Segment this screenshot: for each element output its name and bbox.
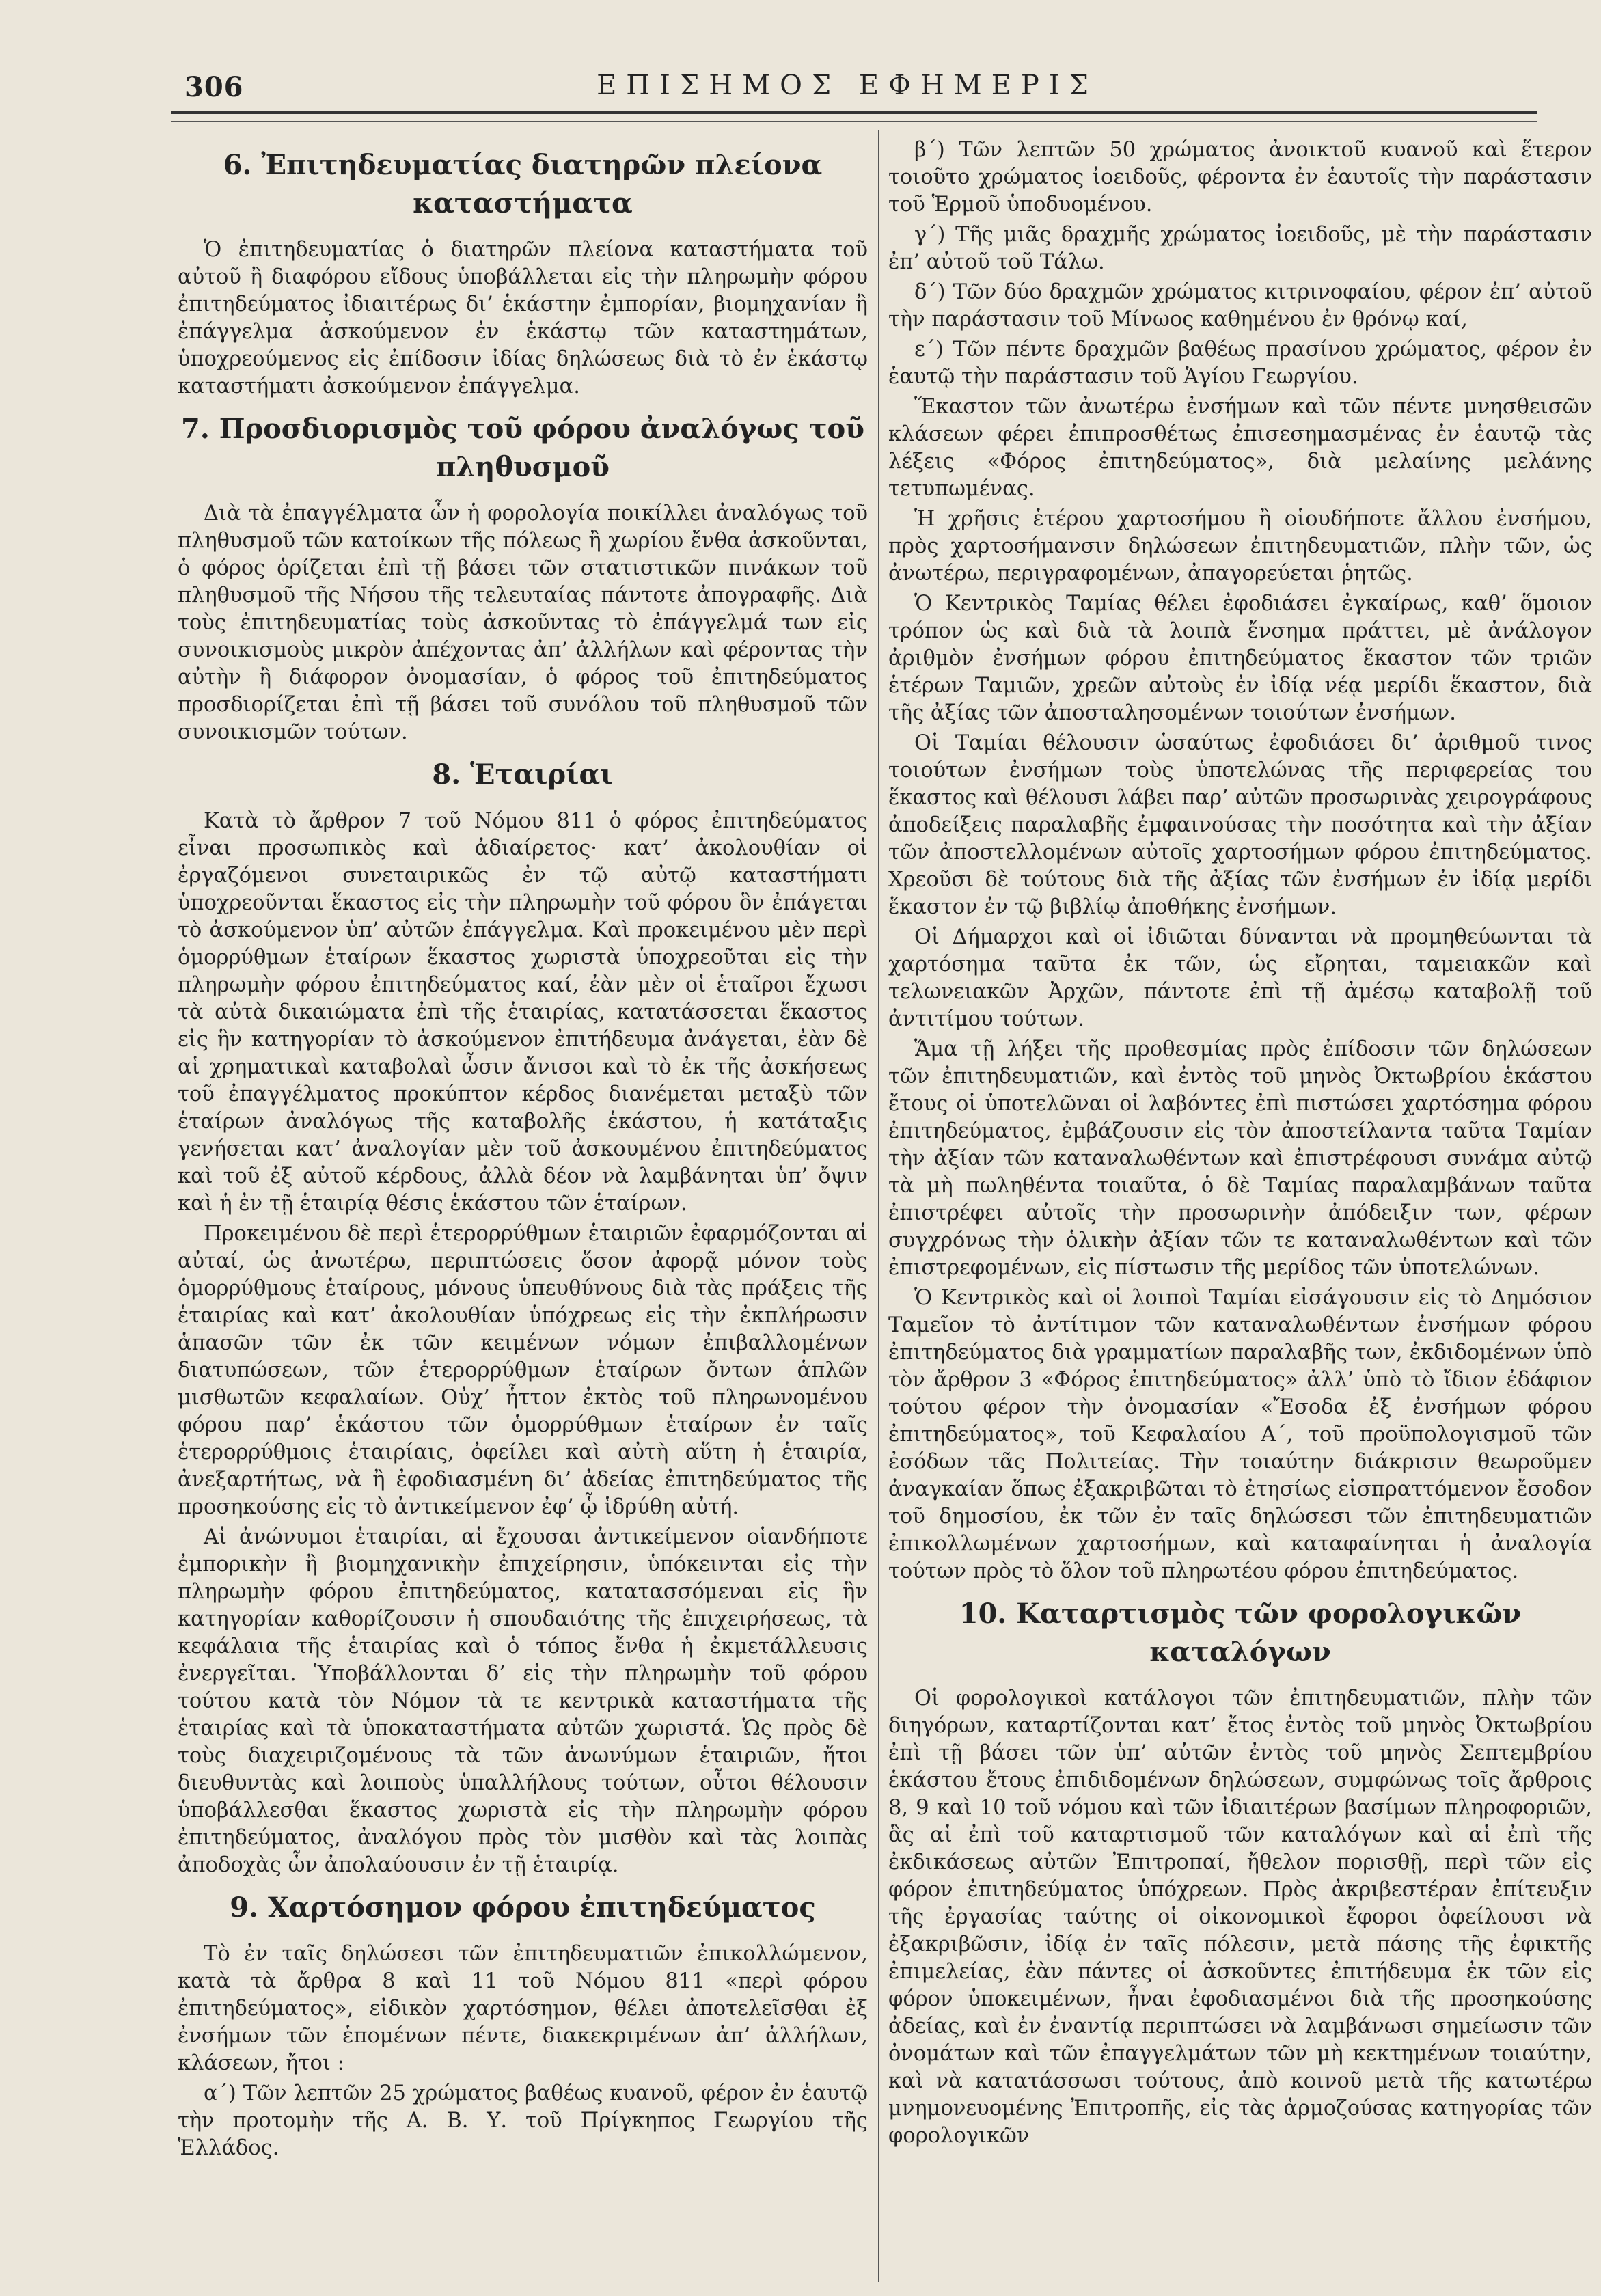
section-9-paragraph-1: Τὸ ἐν ταῖς δηλώσεσι τῶν ἐπιτηδευματιῶν ἐπικολλώμενον, κατὰ τὰ ἄρθρα 8 καὶ 11 τοῦ Νόμου 811 «περὶ φόρου ἐπιτηδεύματος», εἰδικὸν χαρτόσημον, θέλει ἀποτελεῖσθαι ἐξ ἐνσήμων τῶν ἑπομένων πέντε, διακεκριμένων ἀπ’ ἀλλήλων, κλάσεων, ἤτοι : [178,1942,868,2075]
page-number: 306 [184,71,244,103]
section-9-item-a: α΄) Τῶν λεπτῶν 25 χρώματος βαθέως κυανοῦ, φέρον ἐν ἑαυτῷ τὴν προτομὴν τῆς Α. Β. Υ. τοῦ Πρίγκηπος Γεωργίου τῆς Ἑλλάδος. [178,2081,868,2160]
section-9-item-e: ε΄) Τῶν πέντε δραχμῶν βαθέως πρασίνου χρώματος, φέρον ἐν ἑαυτῷ τὴν παράστασιν τοῦ Ἁγίου Γεωργίου. [888,338,1592,389]
section-9-paragraph-stamps: Ἕκαστον τῶν ἀνωτέρω ἐνσήμων καὶ τῶν πέντε μνησθεισῶν κλάσεων φέρει ἐπιπροσθέτως ἐπισεσημασμένας ἐν ἑαυτῷ τὰς λέξεις «Φόρος ἐπιτηδεύματος», διὰ μελαίνης μελάνης τετυπωμένας. [888,395,1592,501]
section-9-item-d: δ΄) Τῶν δύο δραχμῶν χρώματος κιτρινοφαίου, φέρον ἐπ’ αὐτοῦ τὴν παράστασιν τοῦ Μίνωος καθημένου ἐν θρόνῳ καί, [888,280,1592,331]
section-6-heading: 6. Ἐπιτηδευματίας διατηρῶν πλείονα καταστήματα [223,149,823,219]
section-8-paragraph-1: Κατὰ τὸ ἄρθρον 7 τοῦ Νόμου 811 ὁ φόρος ἐπιτηδεύματος εἶναι προσωπικὸς καὶ ἀδιαίρετος· κατ’ ἀκολουθίαν οἱ ἐργαζόμενοι συνεταιρικῶς ἐν τῷ αὐτῷ καταστήματι ὑποχρεοῦνται ἕκαστος εἰς τὴν πληρωμὴν τοῦ φόρου ὃν ἐπάγεται τὸ ἀσκούμενον ὑπ’ αὐτῶν ἐπάγγελμα. Καὶ προκειμένου μὲν περὶ ὁμορρύθμων ἑταίρων ἕκαστος χωριστὰ ὑποχρεοῦται εἰς τὴν πληρωμὴν φόρου ἐπιτηδεύματος καί, ἐὰν μὲν οἱ ἑταῖροι ἔχωσι τὰ αὐτὰ δικαιώματα ἐπὶ τῆς ἑταιρίας, κατατάσσεται ἕκαστος εἰς ἣν κατηγορίαν τὸ ἀσκούμενον ἐπιτήδευμα ἀνάγεται, ἐὰν δὲ αἱ χρηματικαὶ καταβολαὶ ὦσιν ἄνισοι καὶ τὸ ἐκ τῆς ἀσκήσεως τοῦ ἐπαγγέλματος προκύπτον κέρδος διανέμεται μεταξὺ τῶν ἑταίρων ἀναλόγως τῆς καταβολῆς ἑκάστου, ἡ κατάταξις γενήσεται κατ’ ἀναλογίαν μὲν τοῦ ἀσκουμένου ἐπιτηδεύματος καὶ τοῦ ἐξ αὐτοῦ κέρδους, ἀλλὰ δέον νὰ λαμβάνηται ὑπ’ ὄψιν καὶ ἡ ἐν τῇ ἑταιρίᾳ θέσις ἑκάστου τῶν ἑταίρων. [178,809,868,1216]
section-9-paragraph-prohibition: Ἡ χρῆσις ἑτέρου χαρτοσήμου ἢ οἱουδήποτε ἄλλου ἐνσήμου, πρὸς χαρτοσήμανσιν δηλώσεων ἐπιτηδευματιῶν, πλὴν τῶν, ὡς ἀνωτέρω, περιγραφομένων, ἀπαγορεύεται ῥητῶς. [888,507,1592,586]
section-10-heading: 10. Καταρτισμὸς τῶν φορολογικῶν καταλόγων [959,1598,1522,1668]
section-9-paragraph-mayors: Οἱ Δήμαρχοι καὶ οἱ ἰδιῶται δύνανται νὰ προμηθεύωνται τὰ χαρτόσημα ταῦτα ἐκ τῶν, ὡς εἴρηται, ταμειακῶν καὶ τελωνειακῶν Ἀρχῶν, πάντοτε ἐπὶ τῇ ἀμέσῳ καταβολῇ τοῦ ἀντιτίμου τούτων. [888,925,1592,1031]
page-header [167,67,1527,108]
column-divider [878,130,879,2282]
section-7-paragraph: Διὰ τὰ ἐπαγγέλματα ὧν ἡ φορολογία ποικίλλει ἀναλόγως τοῦ πληθυσμοῦ τῶν κατοίκων τῆς πόλεως ἢ χωρίου ἔνθα ἀσκοῦνται, ὁ φόρος ὁρίζεται ἐπὶ τῇ βάσει τῶν στατιστικῶν πινάκων τοῦ πληθυσμοῦ τῆς Νήσου τῆς τελευταίας πάντοτε ἀπογραφῆς. Διὰ τοὺς ἐπιτηδευματίας τοὺς ἀσκοῦντας τὸ ἐπάγγελμά των εἰς συνοικισμοὺς μικρὸν ἀπέχοντας ἀπ’ ἀλλήλων καὶ φέροντας τὴν αὐτὴν ἢ διάφορον ὀνομασίαν, ὁ φόρος τοῦ ἐπιτηδεύματος προσδιορίζεται ἐπὶ τῇ βάσει τοῦ συνόλου τοῦ πληθυσμοῦ τῶν συνοικισμῶν τούτων. [178,502,868,744]
section-9-paragraph-treasurers: Οἱ Ταμίαι θέλουσιν ὡσαύτως ἐφοδιάσει δι’ ἀριθμοῦ τινος τοιούτων ἐνσήμων τοὺς ὑποτελώνας τῆς περιφερείας του ἕκαστος καὶ θέλουσι λάβει παρ’ αὐτῶν προσωρινὰς χειρογράφους ἀποδείξεις παραλαβῆς ἐμφαινούσας τὴν ποσότητα καὶ τὴν ἀξίαν τῶν ἀποστελλομένων αὐτοῖς χαρτοσήμων φόρου ἐπιτηδεύματος. Χρεοῦσι δὲ τούτους διὰ τῆς ἀξίας τῶν ἐνσήμων ἐν ἰδίᾳ μερίδι ἕκαστον ἐν τῷ βιβλίῳ ἀποθήκης ἐνσήμων. [888,731,1592,919]
section-9-item-b: β΄) Τῶν λεπτῶν 50 χρώματος ἀνοικτοῦ κυανοῦ καὶ ἕτερον τοιοῦτο χρώματος ἰοειδοῦς, φέροντα ἐν ἑαυτοῖς τὴν παράστασιν τοῦ Ἑρμοῦ ὑποδυομένου. [888,138,1592,217]
section-9-paragraph-revenue: Ὁ Κεντρικὸς καὶ οἱ λοιποὶ Ταμίαι εἰσάγουσιν εἰς τὸ Δημόσιον Ταμεῖον τὸ ἀντίτιμον τῶν καταναλωθέντων ἐνσήμων φόρου ἐπιτηδεύματος διὰ γραμματίων παραλαβῆς των, ἐκδιδομένων ὑπὸ τὸν ἄρθρον 3 «Φόρος ἐπιτηδεύματος» ἀλλ’ ὑπὸ τὸ ἴδιον ἐδάφιον τούτου φέρον τὴν ὀνομασίαν «Ἔσοδα ἐξ ἐνσήμων φόρου ἐπιτηδεύματος», τοῦ Κεφαλαίου Α΄, τοῦ προϋπολογισμοῦ τῶν ἐσόδων τᾶς Πολιτείας. Τὴν τοιαύτην διάκρισιν θεωροῦμεν ἀναγκαίαν ὅπως ἐξακριβῶται τὸ ἐτησίως εἰσπραττόμενον ἔσοδον τοῦ δημοσίου, ἐκ τῶν ἐν ταῖς δηλώσεσι τῶν ἐπιτηδευματιῶν ἐπικολλωμένων χαρτοσήμων, καὶ καταφαίνηται ἡ ἀναλογία τούτων πρὸς τὸ ὅλον τοῦ πληρωτέου φόρου ἐπιτηδεύματος. [888,1286,1592,1583]
section-7-heading: 7. Προσδιορισμὸς τοῦ φόρου ἀναλόγως τοῦ πληθυσμοῦ [181,413,864,483]
section-6-paragraph: Ὁ ἐπιτηδευματίας ὁ διατηρῶν πλείονα καταστήματα τοῦ αὐτοῦ ἢ διαφόρου εἴδους ὑποβάλλεται εἰς τὴν πληρωμὴν φόρου ἐπιτηδεύματος ἰδιαιτέρως δι’ ἑκάστην ἐμπορίαν, βιομηχανίαν ἢ ἐπάγγελμα ἀσκούμενον ἐν ἑκάστῳ τῶν καταστημάτων, ὑποχρεούμενος εἰς ἐπίδοσιν ἰδίας δηλώσεως διὰ τὸ ἐν ἑκάστῳ καταστήματι ἀσκούμενον ἐπάγγελμα. [178,238,868,398]
left-column [178,137,868,2282]
section-8-paragraph-3: Αἱ ἀνώνυμοι ἑταιρίαι, αἱ ἔχουσαι ἀντικείμενον οἱανδήποτε ἐμπορικὴν ἢ βιομηχανικὴν ἐπιχείρησιν, ὑπόκεινται εἰς τὴν πληρωμὴν φόρου ἐπιτηδεύματος, κατατασσόμεναι εἰς ἣν κατηγορίαν καθορίζουσιν ἡ σπουδαιότης τῆς ἐπιχειρήσεως, τὰ κεφάλαια τῆς ἑταιρίας καὶ ὁ τόπος ἔνθα ἡ ἐκμετάλλευσις ἐνεργεῖται. Ὑποβάλλονται δ’ εἰς τὴν πληρωμὴν τοῦ φόρου τούτου κατὰ τὸν Νόμον τὰ τε κεντρικὰ καταστήματα τῆς ἑταιρίας καὶ τὰ ὑποκαταστήματα αὐτῶν χωριστά. Ὡς πρὸς δὲ τοὺς διαχειριζομένους τὰ τῶν ἀνωνύμων ἑταιριῶν, ἤτοι διευθυντὰς καὶ λοιποὺς ὑπαλλήλους τούτων, οὗτοι θέλουσιν ὑποβάλλεσθαι ἕκαστος χωριστὰ εἰς τὴν πληρωμὴν φόρου ἐπιτηδεύματος, ἀναλόγου πρὸς τὸν μισθὸν καὶ τὰς λοιπὰς ἀποδοχὰς ὧν ἀπολαύουσιν ἐν τῇ ἑταιρίᾳ. [178,1525,868,1877]
section-9-paragraph-deadline: Ἅμα τῇ λήξει τῆς προθεσμίας πρὸς ἐπίδοσιν τῶν δηλώσεων τῶν ἐπιτηδευματιῶν, καὶ ἐντὸς τοῦ μηνὸς Ὀκτωβρίου ἑκάστου ἔτους οἱ ὑποτελῶναι οἱ λαβόντες ἐπὶ πιστώσει χαρτόσημα φόρου ἐπιτηδεύματος, ἐμβάζουσιν εἰς τὸν ἀποστείλαντα ταῦτα Ταμίαν τὴν ἀξίαν τῶν καταναλωθέντων καὶ ἐπιστρέφουσι συνάμα αὐτῷ τὰ μὴ πωληθέντα τοιαῦτα, ὁ δὲ Ταμίας παραλαμβάνων ταῦτα ἐπιστρέφει αὐτοῖς τὴν προσωρινὴν ἀπόδειξιν των, φέρων συγχρόνως τὴν ὁλικὴν ἀξίαν τῶν τε καταναλωθέντων καὶ τῶν ἐπιστρεφομένων, εἰς πίστωσιν τῆς μερίδος τῶν ὑποτελώνων. [888,1037,1592,1280]
section-9-paragraph-central-treasurer: Ὁ Κεντρικὸς Ταμίας θέλει ἐφοδιάσει ἐγκαίρως, καθ’ ὅμοιον τρόπον ὡς καὶ διὰ τὰ λοιπὰ ἔνσημα πράττει, μὲ ἀνάλογον ἀριθμὸν ἐνσήμων φόρου ἐπιτηδεύματος ἕκαστον τῶν τριῶν ἑτέρων Ταμιῶν, χρεῶν αὐτοὺς ἐν ἰδίᾳ νέᾳ μερίδι ἕκαστον, διὰ τῆς ἀξίας τῶν ἀποσταλησομένων τοιούτων ἐνσήμων. [888,592,1592,725]
section-10-paragraph: Οἱ φορολογικοὶ κατάλογοι τῶν ἐπιτηδευματιῶν, πλὴν τῶν διηγόρων, καταρτίζονται κατ’ ἔτος ἐντὸς τοῦ μηνὸς Ὀκτωβρίου ἐπὶ τῇ βάσει τῶν ὑπ’ αὐτῶν ἐντὸς τοῦ μηνὸς Σεπτεμβρίου ἑκάστου ἔτους ἐπιδιδομένων δηλώσεων, συμφώνως τοῖς ἄρθροις 8, 9 καὶ 10 τοῦ νόμου καὶ τῶν ἰδιαιτέρων βασίμων πληροφοριῶν, ἃς αἱ ἐπὶ τοῦ καταρτισμοῦ τῶν καταλόγων καὶ αἱ ἐπὶ τῆς ἐκδικάσεως αὐτῶν Ἐπιτροπαί, ἤθελον πορισθῇ, περὶ τῶν εἰς φόρον ἐπιτηδεύματος ὑπόχρεων. Πρὸς ἀκριβεστέραν ἐπίτευξιν τῆς ἐργασίας ταύτης οἱ οἰκονομικοὶ ἔφοροι ὀφείλουσι νὰ ἐξακριβῶσιν, ἰδίᾳ ἐν ταῖς πόλεσιν, μετὰ πάσης τῆς ἐφικτῆς ἐπιμελείας, ἐὰν πάντες οἱ ἀσκοῦντες ἐπιτήδευμα ἐκ τῶν εἰς φόρον ὑποκειμένων, ἦναι ἐφοδιασμένοι διὰ τῆς προσηκούσης ἀδείας, καὶ ἐν ἐναντίᾳ περιπτώσει νὰ λαμβάνωσι σημείωσιν τῶν ὀνομάτων καὶ τῶν ἐπαγγελμάτων τῶν μὴ κεκτημένων τοιαύτην, καὶ νὰ κατατάσσωσι τούτους, ἀπὸ κοινοῦ μετὰ τῆς κατωτέρω μνημονευομένης Ἐπιτροπῆς, εἰς τὰς ἁρμοζούσας κατηγορίας τῶν φορολογικῶν [888,1686,1592,2148]
section-9-heading: 9. Χαρτόσημον φόρου ἐπιτηδεύματος [230,1891,816,1924]
section-8-paragraph-2: Προκειμένου δὲ περὶ ἑτερορρύθμων ἑταιριῶν ἐφαρμόζονται αἱ αὐταί, ὡς ἀνωτέρω, περιπτώσεις ὅσον ἀφορᾷ μόνον τοὺς ὁμορρύθμους ἑταίρους, μόνους ὑπευθύνους διὰ τὰς πράξεις τῆς ἑταιρίας καὶ κατ’ ἀκολουθίαν ὑπόχρεως εἰς τὴν ἐκπλήρωσιν ἁπασῶν τῶν ἐκ τῶν κειμένων νόμων ἐπιβαλλομένων διατυπώσεων, τῶν ἑτερορρύθμων ἑταίρων ὄντων ἁπλῶν μισθωτῶν κεφαλαίων. Οὐχ’ ἧττον ἐκτὸς τοῦ πληρωνομένου φόρου παρ’ ἑκάστου τῶν ὁμορρύθμων ἑταίρων ἐν ταῖς ἑτερορρύθμοις ἑταιρίαις, ὀφείλει καὶ αὐτὴ αὕτη ἡ ἑταιρία, ἀνεξαρτήτως, νὰ ἢ ἐφοδιασμένη δι’ ἀδείας ἐπιτηδεύματος τῆς προσηκούσης εἰς τὸ ἀντικείμενον ἐφ’ ᾧ ἱδρύθη αὐτή. [178,1222,868,1519]
section-8-heading: 8. Ἑταιρίαι [432,758,614,791]
header-rule [171,111,1537,122]
right-column [888,137,1592,2282]
journal-title: ΕΠΙΣΗΜΟΣ ΕΦΗΜΕΡΙΣ [597,70,1098,101]
section-9-item-c: γ΄) Τῆς μιᾶς δραχμῆς χρώματος ἰοειδοῦς, μὲ τὴν παράστασιν ἐπ’ αὐτοῦ τοῦ Τάλω. [888,223,1592,274]
